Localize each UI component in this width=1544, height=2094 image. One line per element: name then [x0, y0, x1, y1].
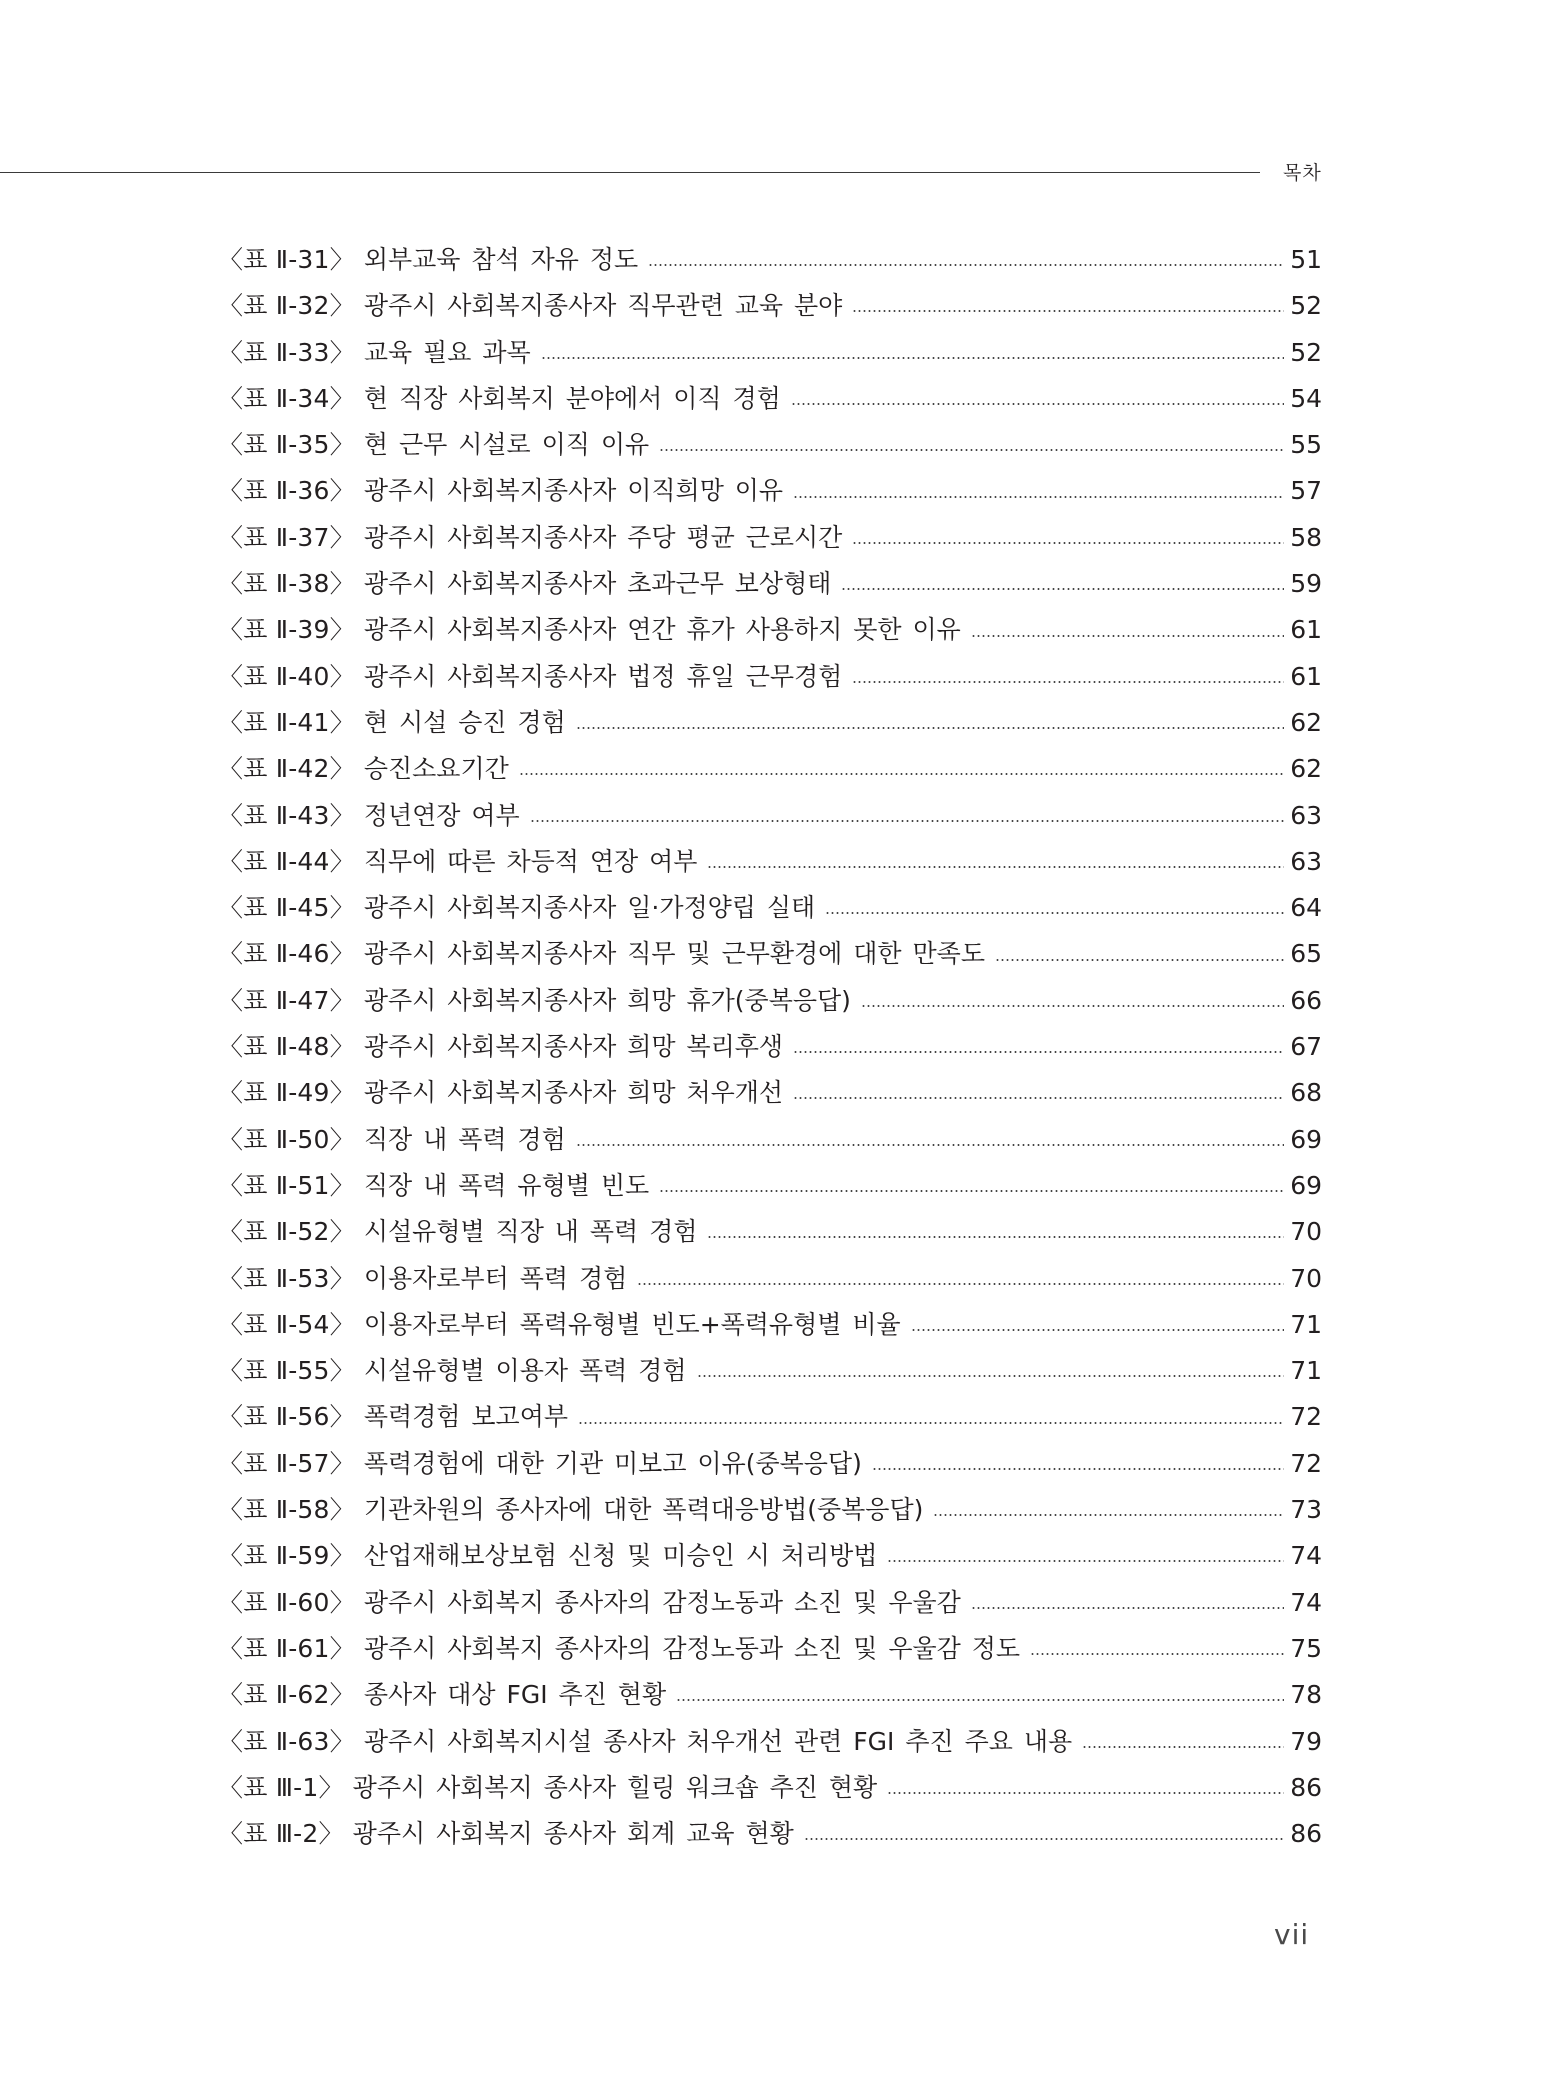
toc-entry-title: 종사자 대상 FGI 추진 현황	[363, 1680, 667, 1710]
toc-entry[interactable]	[218, 885, 1322, 931]
toc-entry-title: 광주시 사회복지종사자 법정 휴일 근무경험	[363, 661, 843, 691]
toc-entry-label: 〈표 Ⅱ-34〉	[218, 383, 355, 413]
toc-entry-page: 54	[1290, 383, 1322, 413]
toc-entry-page: 69	[1290, 1170, 1322, 1200]
toc-entry-page: 68	[1290, 1078, 1322, 1108]
toc-entry-label: 〈표 Ⅱ-49〉	[218, 1078, 355, 1108]
toc-entry-page: 51	[1290, 245, 1322, 274]
dot-leader	[1030, 1653, 1284, 1655]
toc-entry-title: 현 근무 시설로 이직 이유	[363, 430, 650, 460]
toc-entry-label: 〈표 Ⅱ-42〉	[218, 754, 355, 784]
toc-entry[interactable]	[218, 839, 1322, 885]
toc-entry-page: 78	[1290, 1680, 1322, 1710]
toc-entry-title: 현 시설 승진 경험	[363, 707, 566, 737]
toc-entry-label: 〈표 Ⅱ-51〉	[218, 1170, 355, 1200]
toc-entry[interactable]	[218, 1209, 1322, 1255]
toc-entry-page: 61	[1290, 615, 1322, 645]
toc-entry-page: 66	[1290, 985, 1322, 1015]
toc-entry-label: 〈표 Ⅱ-41〉	[218, 707, 355, 737]
table-of-contents	[218, 237, 1322, 1857]
toc-entry-title: 현 직장 사회복지 분야에서 이직 경험	[363, 383, 781, 413]
dot-leader	[804, 1838, 1284, 1840]
toc-entry-title: 광주시 사회복지 종사자 힐링 워크숍 추진 현황	[352, 1772, 878, 1802]
toc-entry-label: 〈표 Ⅱ-58〉	[218, 1495, 355, 1525]
toc-entry-label: 〈표 Ⅱ-47〉	[218, 985, 355, 1015]
toc-entry-title: 광주시 사회복지 종사자 회계 교육 현황	[352, 1819, 794, 1849]
toc-entry-title: 광주시 사회복지종사자 희망 처우개선	[363, 1078, 784, 1108]
dot-leader	[852, 542, 1284, 544]
toc-entry-label: 〈표 Ⅱ-31〉	[218, 245, 355, 274]
toc-entry-page: 72	[1290, 1402, 1322, 1432]
toc-entry-title: 시설유형별 이용자 폭력 경험	[363, 1356, 687, 1386]
toc-entry-page: 64	[1290, 893, 1322, 923]
toc-entry-title: 승진소요기간	[363, 754, 509, 784]
toc-entry-label: 〈표 Ⅱ-52〉	[218, 1217, 355, 1247]
dot-leader	[659, 1190, 1284, 1192]
toc-entry-title: 광주시 사회복지 종사자의 감정노동과 소진 및 우울감	[363, 1587, 961, 1617]
toc-entry-title: 광주시 사회복지종사자 주당 평균 근로시간	[363, 522, 843, 552]
toc-entry[interactable]	[218, 515, 1322, 561]
toc-entry[interactable]	[218, 1070, 1322, 1116]
toc-entry-label: 〈표 Ⅱ-39〉	[218, 615, 355, 645]
toc-entry[interactable]	[218, 1626, 1322, 1672]
dot-leader	[841, 588, 1284, 590]
toc-entry[interactable]	[218, 1394, 1322, 1440]
toc-entry[interactable]	[218, 700, 1322, 746]
toc-entry[interactable]	[218, 1580, 1322, 1626]
toc-entry-page: 71	[1290, 1309, 1322, 1339]
toc-entry-page: 52	[1290, 337, 1322, 367]
toc-entry[interactable]	[218, 1765, 1322, 1811]
toc-entry-title: 이용자로부터 폭력유형별 빈도+폭력유형별 비율	[363, 1309, 901, 1339]
toc-entry-page: 63	[1290, 800, 1322, 830]
toc-entry-page: 63	[1290, 846, 1322, 876]
toc-entry-label: 〈표 Ⅱ-60〉	[218, 1587, 355, 1617]
toc-entry-label: 〈표 Ⅱ-38〉	[218, 569, 355, 599]
toc-entry[interactable]	[218, 330, 1322, 376]
toc-entry-page: 75	[1290, 1633, 1322, 1663]
toc-entry[interactable]	[218, 607, 1322, 653]
toc-entry-page: 74	[1290, 1587, 1322, 1617]
dot-leader	[793, 496, 1284, 498]
toc-entry-title: 직장 내 폭력 경험	[363, 1124, 566, 1154]
toc-entry-title: 광주시 사회복지종사자 직무관련 교육 분야	[363, 291, 843, 321]
toc-entry-title: 이용자로부터 폭력 경험	[363, 1263, 628, 1293]
toc-entry[interactable]	[218, 1163, 1322, 1209]
toc-entry-page: 72	[1290, 1448, 1322, 1478]
toc-entry-label: 〈표 Ⅲ-1〉	[218, 1772, 344, 1802]
dot-leader	[793, 1051, 1284, 1053]
dot-leader	[861, 1005, 1284, 1007]
dot-leader	[707, 866, 1284, 868]
toc-entry-page: 73	[1290, 1495, 1322, 1525]
dot-leader	[911, 1329, 1284, 1331]
toc-entry[interactable]	[218, 237, 1322, 283]
toc-entry-title: 광주시 사회복지종사자 일·가정양립 실태	[363, 893, 816, 923]
toc-entry-label: 〈표 Ⅱ-63〉	[218, 1726, 355, 1756]
toc-entry-label: 〈표 Ⅱ-48〉	[218, 1032, 355, 1062]
toc-entry-label: 〈표 Ⅱ-44〉	[218, 846, 355, 876]
toc-entry-title: 광주시 사회복지종사자 연간 휴가 사용하지 못한 이유	[363, 615, 961, 645]
toc-entry-page: 86	[1290, 1819, 1322, 1849]
dot-leader	[637, 1283, 1284, 1285]
toc-entry-page: 58	[1290, 522, 1322, 552]
toc-entry-page: 67	[1290, 1032, 1322, 1062]
toc-entry-label: 〈표 Ⅱ-32〉	[218, 291, 355, 321]
toc-entry-title: 외부교육 참석 자유 정도	[363, 245, 639, 274]
dot-leader	[676, 1699, 1284, 1701]
dot-leader	[825, 912, 1284, 914]
dot-leader	[872, 1468, 1284, 1470]
toc-entry-title: 폭력경험 보고여부	[363, 1402, 568, 1432]
toc-entry[interactable]	[218, 654, 1322, 700]
toc-entry[interactable]	[218, 978, 1322, 1024]
toc-entry[interactable]	[218, 1487, 1322, 1533]
toc-entry-label: 〈표 Ⅱ-43〉	[218, 800, 355, 830]
toc-entry-page: 62	[1290, 754, 1322, 784]
toc-entry-title: 폭력경험에 대한 기관 미보고 이유(중복응답)	[363, 1448, 862, 1478]
toc-entry-label: 〈표 Ⅱ-46〉	[218, 939, 355, 969]
toc-entry-title: 정년연장 여부	[363, 800, 520, 830]
toc-entry-title: 시설유형별 직장 내 폭력 경험	[363, 1217, 698, 1247]
toc-entry-page: 69	[1290, 1124, 1322, 1154]
toc-entry[interactable]	[218, 422, 1322, 468]
toc-entry-label: 〈표 Ⅱ-54〉	[218, 1309, 355, 1339]
toc-entry[interactable]	[218, 1811, 1322, 1857]
dot-leader	[791, 403, 1284, 405]
toc-entry[interactable]	[218, 1348, 1322, 1394]
toc-entry[interactable]	[218, 1302, 1322, 1348]
dot-leader	[852, 310, 1284, 312]
toc-entry-label: 〈표 Ⅱ-33〉	[218, 337, 355, 367]
toc-entry[interactable]	[218, 468, 1322, 514]
toc-entry-label: 〈표 Ⅱ-40〉	[218, 661, 355, 691]
toc-entry[interactable]	[218, 1256, 1322, 1302]
dot-leader	[887, 1792, 1284, 1794]
toc-entry[interactable]	[218, 1441, 1322, 1487]
dot-leader	[793, 1097, 1284, 1099]
dot-leader	[971, 635, 1284, 637]
toc-entry[interactable]	[218, 931, 1322, 977]
dot-leader	[995, 959, 1284, 961]
toc-entry-label: 〈표 Ⅱ-53〉	[218, 1263, 355, 1293]
toc-entry-page: 86	[1290, 1772, 1322, 1802]
toc-entry-page: 55	[1290, 430, 1322, 460]
toc-entry[interactable]	[218, 1024, 1322, 1070]
toc-entry[interactable]	[218, 561, 1322, 607]
header-rule	[0, 172, 1260, 173]
toc-entry-label: 〈표 Ⅱ-57〉	[218, 1448, 355, 1478]
toc-entry-label: 〈표 Ⅱ-59〉	[218, 1541, 355, 1571]
toc-entry-title: 광주시 사회복지종사자 이직희망 이유	[363, 476, 784, 506]
dot-leader	[933, 1514, 1284, 1516]
toc-entry-label: 〈표 Ⅱ-37〉	[218, 522, 355, 552]
page-number: vii	[1274, 1918, 1310, 1951]
toc-entry[interactable]	[218, 376, 1322, 422]
toc-entry-title: 직무에 따른 차등적 연장 여부	[363, 846, 698, 876]
toc-entry-page: 61	[1290, 661, 1322, 691]
dot-leader	[576, 727, 1284, 729]
toc-entry-title: 기관차원의 종사자에 대한 폭력대응방법(중복응답)	[363, 1495, 924, 1525]
toc-entry-label: 〈표 Ⅱ-45〉	[218, 893, 355, 923]
dot-leader	[578, 1422, 1284, 1424]
dot-leader	[887, 1560, 1284, 1562]
toc-entry-title: 광주시 사회복지종사자 희망 복리후생	[363, 1032, 784, 1062]
dot-leader	[648, 264, 1284, 266]
toc-entry-page: 70	[1290, 1217, 1322, 1247]
toc-entry-title: 광주시 사회복지 종사자의 감정노동과 소진 및 우울감 정도	[363, 1633, 1021, 1663]
dot-leader	[1082, 1746, 1284, 1748]
toc-entry-label: 〈표 Ⅱ-56〉	[218, 1402, 355, 1432]
toc-entry-label: 〈표 Ⅱ-36〉	[218, 476, 355, 506]
toc-entry-label: 〈표 Ⅱ-35〉	[218, 430, 355, 460]
toc-entry-title: 광주시 사회복지종사자 초과근무 보상형태	[363, 569, 832, 599]
toc-entry-label: 〈표 Ⅱ-61〉	[218, 1633, 355, 1663]
toc-entry-page: 65	[1290, 939, 1322, 969]
toc-entry-title: 교육 필요 과목	[363, 337, 531, 367]
dot-leader	[576, 1144, 1284, 1146]
toc-entry-page: 62	[1290, 707, 1322, 737]
dot-leader	[852, 681, 1284, 683]
toc-entry-page: 79	[1290, 1726, 1322, 1756]
toc-entry[interactable]	[218, 793, 1322, 839]
dot-leader	[519, 773, 1284, 775]
toc-entry[interactable]	[218, 1533, 1322, 1579]
toc-entry-title: 광주시 사회복지시설 종사자 처우개선 관련 FGI 추진 주요 내용	[363, 1726, 1073, 1756]
toc-entry-page: 71	[1290, 1356, 1322, 1386]
toc-entry-label: 〈표 Ⅲ-2〉	[218, 1819, 344, 1849]
toc-entry[interactable]	[218, 283, 1322, 329]
toc-entry-page: 70	[1290, 1263, 1322, 1293]
toc-entry-page: 74	[1290, 1541, 1322, 1571]
dot-leader	[707, 1236, 1284, 1238]
toc-entry-title: 산업재해보상보험 신청 및 미승인 시 처리방법	[363, 1541, 878, 1571]
toc-entry-title: 광주시 사회복지종사자 희망 휴가(중복응답)	[363, 985, 851, 1015]
toc-entry-title: 직장 내 폭력 유형별 빈도	[363, 1170, 650, 1200]
dot-leader	[659, 449, 1284, 451]
toc-entry-page: 59	[1290, 569, 1322, 599]
toc-entry[interactable]	[218, 1117, 1322, 1163]
toc-entry-label: 〈표 Ⅱ-62〉	[218, 1680, 355, 1710]
toc-entry[interactable]	[218, 1672, 1322, 1718]
dot-leader	[971, 1607, 1284, 1609]
toc-entry-page: 57	[1290, 476, 1322, 506]
toc-entry[interactable]	[218, 1719, 1322, 1765]
running-header-title: 목차	[1283, 162, 1322, 184]
toc-entry-label: 〈표 Ⅱ-55〉	[218, 1356, 355, 1386]
toc-entry-page: 52	[1290, 291, 1322, 321]
dot-leader	[541, 357, 1284, 359]
dot-leader	[530, 820, 1284, 822]
toc-entry-label: 〈표 Ⅱ-50〉	[218, 1124, 355, 1154]
toc-entry[interactable]	[218, 746, 1322, 792]
dot-leader	[697, 1375, 1285, 1377]
toc-entry-title: 광주시 사회복지종사자 직무 및 근무환경에 대한 만족도	[363, 939, 985, 969]
